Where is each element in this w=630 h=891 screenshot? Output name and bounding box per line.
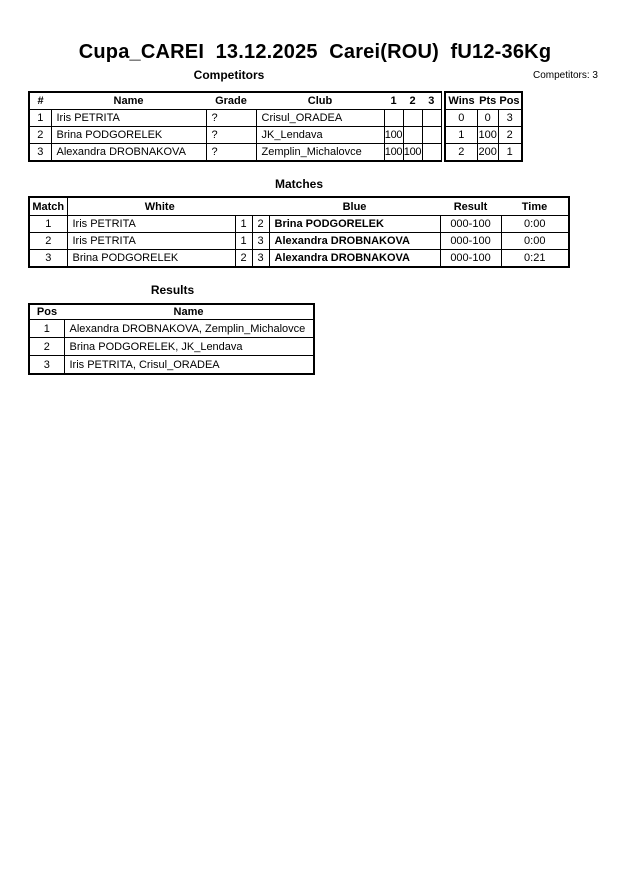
table-row bbox=[29, 233, 569, 250]
col-header-pos: Pos bbox=[29, 304, 64, 320]
blue-competitor-number: 3 bbox=[252, 250, 269, 268]
competitor-name: Iris PETRITA bbox=[51, 110, 206, 127]
table-row bbox=[29, 356, 314, 375]
pos-value: 1 bbox=[498, 144, 521, 162]
competitor-grade: ? bbox=[206, 144, 256, 162]
round3-score bbox=[422, 127, 441, 144]
match-result: 000-100 bbox=[440, 250, 501, 268]
result-name: Iris PETRITA, Crisul_ORADEA bbox=[64, 356, 314, 375]
pts-value: 200 bbox=[477, 144, 498, 162]
round1-score bbox=[384, 110, 403, 127]
col-header-wins: Wins bbox=[445, 92, 477, 110]
round2-score: 100 bbox=[403, 144, 422, 162]
competitor-number: 2 bbox=[29, 127, 51, 144]
table-row bbox=[445, 144, 522, 162]
competitor-grade: ? bbox=[206, 110, 256, 127]
pos-value: 2 bbox=[498, 127, 521, 144]
blue-competitor: Alexandra DROBNAKOVA bbox=[269, 233, 440, 250]
competitors-score-table bbox=[444, 91, 523, 162]
table-row bbox=[445, 110, 522, 127]
col-header-result: Result bbox=[440, 197, 501, 216]
table-row bbox=[29, 320, 314, 338]
score-header-row bbox=[445, 92, 522, 110]
col-header-time: Time bbox=[501, 197, 569, 216]
results-header-row bbox=[29, 304, 314, 320]
competitors-table bbox=[28, 91, 442, 162]
blue-competitor-number: 3 bbox=[252, 233, 269, 250]
round1-score: 100 bbox=[384, 144, 403, 162]
wins-value: 2 bbox=[445, 144, 477, 162]
table-row bbox=[29, 216, 569, 233]
round2-score bbox=[403, 127, 422, 144]
competitor-club: JK_Lendava bbox=[256, 127, 384, 144]
result-name: Brina PODGORELEK, JK_Lendava bbox=[64, 338, 314, 356]
col-header-blue: Blue bbox=[269, 197, 440, 216]
col-header-white: White bbox=[67, 197, 252, 216]
results-section-title: Results bbox=[150, 283, 195, 297]
competitor-grade: ? bbox=[206, 127, 256, 144]
table-row bbox=[29, 338, 314, 356]
competitor-number: 3 bbox=[29, 144, 51, 162]
round3-score bbox=[422, 144, 441, 162]
match-number: 3 bbox=[29, 250, 67, 268]
competitor-club: Zemplin_Michalovce bbox=[256, 144, 384, 162]
white-competitor: Iris PETRITA bbox=[67, 233, 235, 250]
col-header-grade: Grade bbox=[206, 92, 256, 110]
round1-score: 100 bbox=[384, 127, 403, 144]
col-header-pts: Pts bbox=[477, 92, 498, 110]
white-competitor: Brina PODGORELEK bbox=[67, 250, 235, 268]
white-competitor-number: 2 bbox=[235, 250, 252, 268]
match-result: 000-100 bbox=[440, 233, 501, 250]
result-position: 1 bbox=[29, 320, 64, 338]
competitor-name: Alexandra DROBNAKOVA bbox=[51, 144, 206, 162]
competitor-number: 1 bbox=[29, 110, 51, 127]
results-table bbox=[28, 303, 315, 375]
col-header-spacer bbox=[252, 197, 269, 216]
blue-competitor-number: 2 bbox=[252, 216, 269, 233]
match-time: 0:00 bbox=[501, 216, 569, 233]
wins-value: 1 bbox=[445, 127, 477, 144]
col-header-match: Match bbox=[29, 197, 67, 216]
competitor-club: Crisul_ORADEA bbox=[256, 110, 384, 127]
col-header-name: Name bbox=[64, 304, 314, 320]
result-name: Alexandra DROBNAKOVA, Zemplin_Michalovce bbox=[64, 320, 314, 338]
match-time: 0:21 bbox=[501, 250, 569, 268]
col-header-number: # bbox=[29, 92, 51, 110]
matches-header-row bbox=[29, 197, 569, 216]
match-number: 2 bbox=[29, 233, 67, 250]
competitor-name: Brina PODGORELEK bbox=[51, 127, 206, 144]
table-row bbox=[29, 110, 441, 127]
wins-value: 0 bbox=[445, 110, 477, 127]
pts-value: 0 bbox=[477, 110, 498, 127]
col-header-pos: Pos bbox=[498, 92, 521, 110]
competitors-count-label: Competitors: 3 bbox=[532, 70, 598, 81]
round2-score bbox=[403, 110, 422, 127]
pos-value: 3 bbox=[498, 110, 521, 127]
match-time: 0:00 bbox=[501, 233, 569, 250]
round3-score bbox=[422, 110, 441, 127]
match-number: 1 bbox=[29, 216, 67, 233]
white-competitor-number: 1 bbox=[235, 233, 252, 250]
table-row bbox=[29, 144, 441, 162]
matches-table bbox=[28, 196, 570, 268]
col-header-name: Name bbox=[51, 92, 206, 110]
white-competitor: Iris PETRITA bbox=[67, 216, 235, 233]
col-header-round2: 2 bbox=[403, 92, 422, 110]
blue-competitor: Alexandra DROBNAKOVA bbox=[269, 250, 440, 268]
matches-section-title: Matches bbox=[274, 177, 324, 191]
table-row bbox=[29, 127, 441, 144]
result-position: 3 bbox=[29, 356, 64, 375]
result-position: 2 bbox=[29, 338, 64, 356]
pts-value: 100 bbox=[477, 127, 498, 144]
table-row bbox=[445, 127, 522, 144]
competitors-header-row bbox=[29, 92, 441, 110]
table-row bbox=[29, 250, 569, 268]
col-header-round3: 3 bbox=[422, 92, 441, 110]
page-title: Cupa_CAREI 13.12.2025 Carei(ROU) fU12-36Kg bbox=[78, 41, 552, 63]
col-header-round1: 1 bbox=[384, 92, 403, 110]
match-result: 000-100 bbox=[440, 216, 501, 233]
col-header-club: Club bbox=[256, 92, 384, 110]
competitors-section-title: Competitors bbox=[193, 68, 265, 82]
white-competitor-number: 1 bbox=[235, 216, 252, 233]
blue-competitor: Brina PODGORELEK bbox=[269, 216, 440, 233]
